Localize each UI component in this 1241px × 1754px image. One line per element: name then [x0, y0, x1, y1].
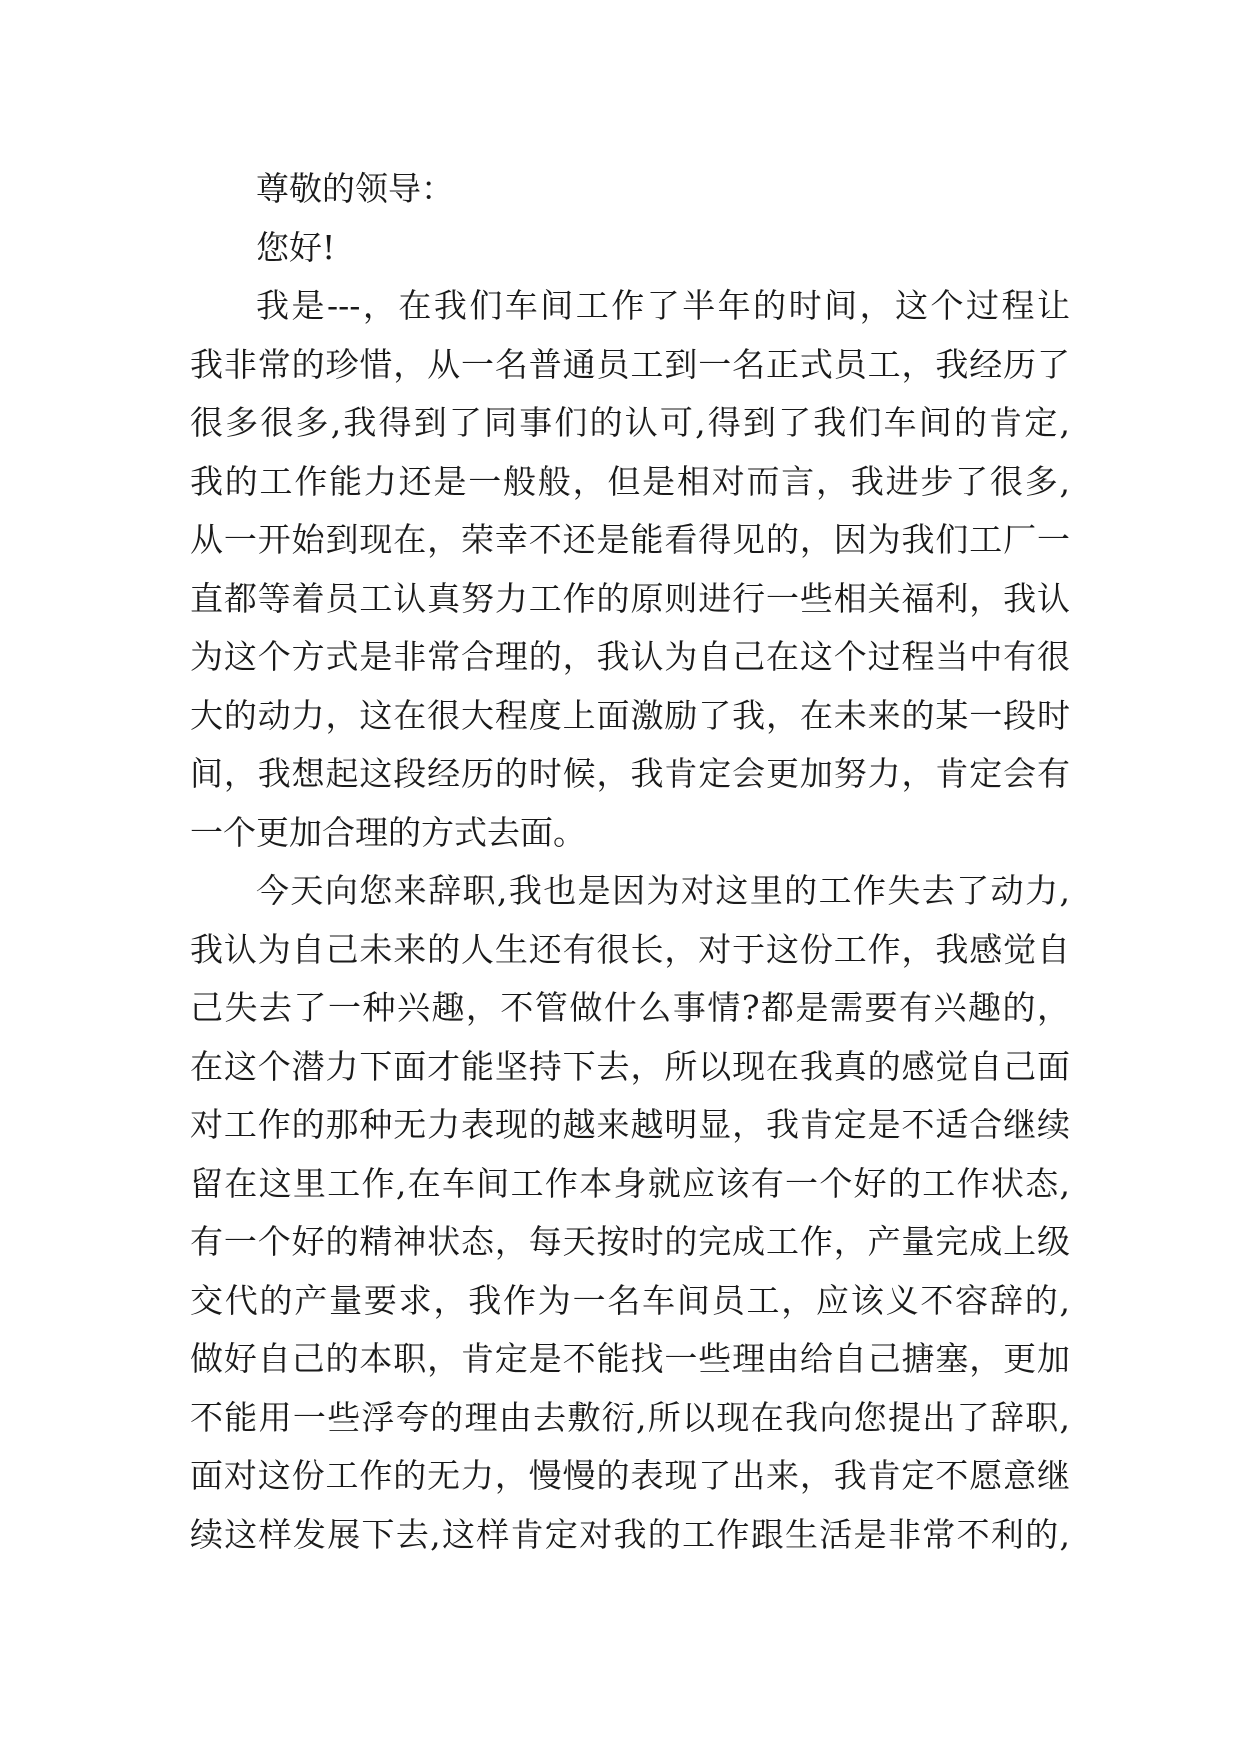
paragraph-line: 大的动力，这在很大程度上面激励了我，在未来的某一段时 [190, 695, 1070, 735]
paragraph-line: 我是---，在我们车间工作了半年的时间，这个过程让 [256, 286, 1070, 325]
paragraph-line: 己失去了一种兴趣，不管做什么事情?都是需要有兴趣的， [190, 988, 1070, 1027]
paragraph-line: 我的工作能力还是一般般，但是相对而言，我进步了很多, [190, 461, 1070, 501]
paragraph-line: 交代的产量要求，我作为一名车间员工，应该义不容辞的, [190, 1280, 1070, 1320]
paragraph-line: 做好自己的本职，肯定是不能找一些理由给自己搪塞，更加 [190, 1339, 1070, 1378]
greeting: 您好! [256, 227, 336, 267]
paragraph-line: 有一个好的精神状态，每天按时的完成工作，产量完成上级 [190, 1222, 1070, 1261]
paragraph-line: 我非常的珍惜，从一名普通员工到一名正式员工，我经历了 [190, 344, 1070, 384]
paragraph-line: 从一开始到现在，荣幸不还是能看得见的，因为我们工厂一 [190, 520, 1070, 559]
salutation: 尊敬的领导： [256, 169, 454, 208]
paragraph-line: 间，我想起这段经历的时候，我肯定会更加努力，肯定会有 [190, 754, 1070, 793]
paragraph-1 [190, 277, 1070, 862]
paragraph-line: 不能用一些浮夸的理由去敷衍,所以现在我向您提出了辞职, [190, 1397, 1070, 1437]
paragraph-line: 今天向您来辞职,我也是因为对这里的工作失去了动力, [256, 871, 1070, 910]
paragraph-line: 直都等着员工认真努力工作的原则进行一些相关福利，我认 [190, 578, 1070, 618]
paragraph-line: 我认为自己未来的人生还有很长，对于这份工作，我感觉自 [190, 929, 1070, 969]
paragraph-line: 一个更加合理的方式去面。 [190, 812, 586, 852]
paragraph-2 [190, 862, 1070, 1564]
paragraph-line: 在这个潜力下面才能坚持下去，所以现在我真的感觉自己面 [190, 1046, 1070, 1086]
paragraph-line: 为这个方式是非常合理的，我认为自己在这个过程当中有很 [190, 637, 1070, 676]
paragraph-line: 续这样发展下去,这样肯定对我的工作跟生活是非常不利的, [190, 1514, 1070, 1554]
paragraph-line: 面对这份工作的无力，慢慢的表现了出来，我肯定不愿意继 [190, 1456, 1070, 1495]
letter-body [190, 160, 1070, 1564]
paragraph-line: 很多很多,我得到了同事们的认可,得到了我们车间的肯定, [190, 403, 1070, 442]
paragraph-line: 对工作的那种无力表现的越来越明显，我肯定是不适合继续 [190, 1105, 1070, 1144]
paragraph-line: 留在这里工作,在车间工作本身就应该有一个好的工作状态, [190, 1163, 1070, 1203]
